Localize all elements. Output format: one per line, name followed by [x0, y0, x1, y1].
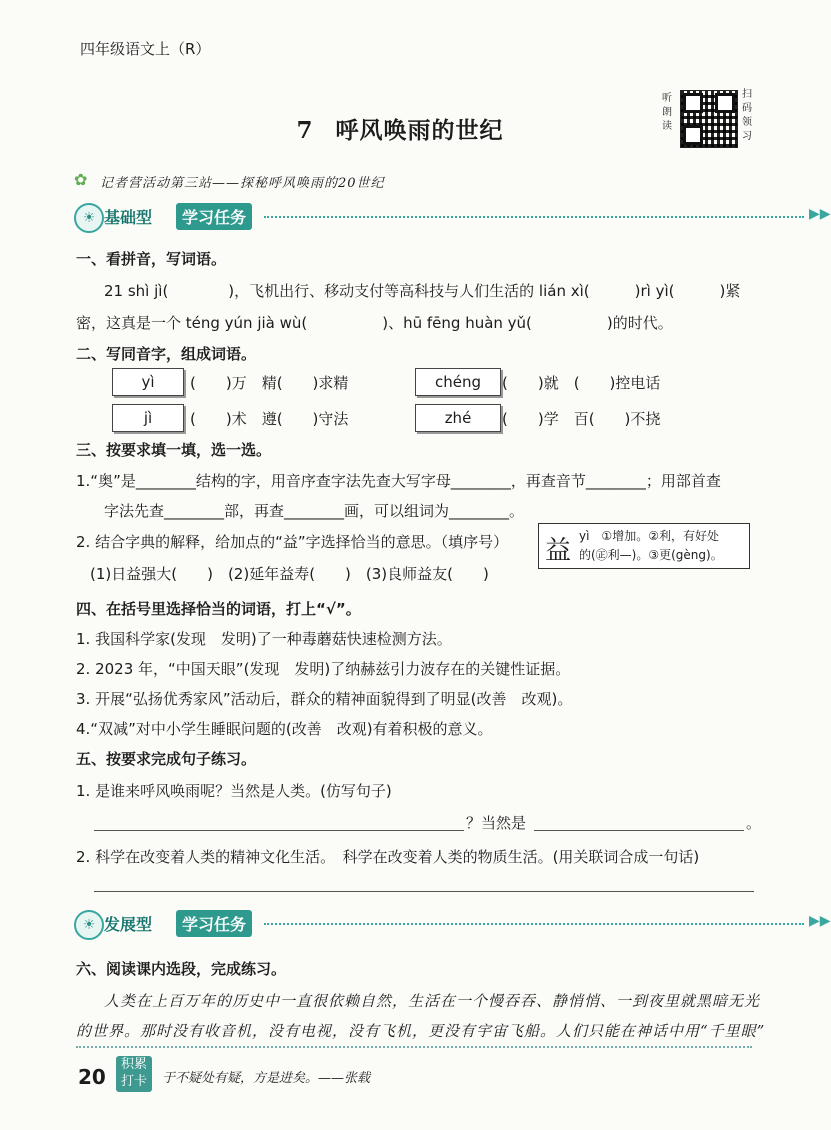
lesson-title-text: 呼风唤雨的世纪	[335, 117, 504, 144]
arrow-icon: ▶▶	[809, 913, 831, 929]
qr-code[interactable]	[680, 90, 738, 148]
stamp-top: 积累	[120, 1057, 147, 1072]
arrow-icon: ▶▶	[809, 206, 831, 222]
section-basic-label: 基础型	[104, 208, 153, 227]
q4-item: 2. 2023 年，“中国天眼”(发现 发明)了纳赫兹引力波存在的关键性证据。	[76, 660, 571, 678]
leaf-icon: ✿	[74, 170, 88, 189]
dict-line1: yì ①增加。②利，有好处	[579, 529, 719, 543]
q5-item1-end: 。	[746, 814, 762, 832]
q1-line2: 密，这真是一个 téng yún jià wù( )、hū fēng huàn yǔ( )的时代。	[76, 314, 673, 332]
dict-char: 益	[545, 536, 572, 566]
q3-item2b: (1)日益强大( ) (2)延年益寿( ) (3)良师益友( )	[90, 565, 489, 583]
pinyin-box: jì	[112, 404, 184, 432]
reading-line2: 的世界。那时没有收音机，没有电视，没有飞机，更没有宇宙飞船。人们只能在神话中用“千里眼”	[76, 1022, 766, 1040]
pinyin-box: chéng	[415, 368, 501, 396]
divider	[264, 923, 804, 925]
q4-item: 1. 我国科学家(发现 发明)了一种毒蘑菇快速检测方法。	[76, 630, 452, 648]
answer-line	[94, 830, 464, 831]
q5-item1: 1. 是谁来呼风唤雨呢？当然是人类。(仿写句子)	[76, 782, 392, 800]
section-develop-tag: 学习任务	[176, 910, 252, 937]
accumulate-stamp	[116, 1056, 152, 1092]
footer-quote: 于不疑处有疑，方是进矣。——张载	[162, 1071, 371, 1086]
section-develop-label: 发展型	[104, 915, 153, 934]
qr-right-label: 扫码领习	[742, 89, 752, 142]
q3-item1b: 字法先查________部，再查________画，可以组词为________。	[104, 502, 525, 520]
page-number: 20	[78, 1065, 106, 1089]
q2-heading: 二、写同音字，组成词语。	[76, 345, 257, 363]
stamp-bottom: 打卡	[120, 1074, 147, 1089]
section-develop-header	[74, 910, 831, 938]
q5-heading: 五、按要求完成句子练习。	[76, 750, 257, 768]
q3-item2a: 2. 结合字典的解释，给加点的“益”字选择恰当的意思。（填序号）	[76, 533, 509, 551]
lesson-number: 7	[296, 117, 314, 144]
dict-line2: 的(㊣利—)。③更(gèng)。	[579, 548, 723, 562]
reading-line1: 人类在上百万年的历史中一直很依赖自然，生活在一个慢吞吞、静悄悄、一到夜里就黑暗无光	[104, 992, 761, 1010]
footer-divider	[76, 1046, 752, 1048]
pinyin-box: yì	[112, 368, 184, 396]
q2-row2-left: ( )术 遵( )守法	[190, 410, 349, 428]
pinyin-box: zhé	[415, 404, 501, 432]
q3-heading: 三、按要求填一填，选一选。	[76, 441, 272, 459]
lightbulb-icon: ☀	[74, 910, 104, 940]
qr-left-label: 听朗读	[662, 93, 672, 132]
divider	[264, 216, 804, 218]
q2-row2-right: ( )学 百( )不挠	[502, 410, 661, 428]
book-label: 四年级语文上（R）	[80, 40, 211, 58]
section-basic-tag: 学习任务	[176, 203, 252, 230]
q2-row1-left: ( )万 精( )求精	[190, 374, 349, 392]
q6-heading: 六、阅读课内选段，完成练习。	[76, 960, 287, 978]
q4-item: 4.“双减”对中小学生睡眠问题的(改善 改观)有着积极的意义。	[76, 720, 493, 738]
section-basic-header	[74, 203, 831, 231]
q5-item2: 2. 科学在改变着人类的精神文化生活。 科学在改变着人类的物质生活。(用关联词合成一句话)	[76, 848, 700, 866]
q4-heading: 四、在括号里选择恰当的词语，打上“√”。	[76, 600, 361, 618]
q4-item: 3. 开展“弘扬优秀家风”活动后，群众的精神面貌得到了明显(改善 改观)。	[76, 690, 573, 708]
q1-heading: 一、看拼音，写词语。	[76, 250, 227, 268]
q1-line1: 21 shì jì( )，飞机出行、移动支付等高科技与人们生活的 lián xì( )rì yì( )紧	[104, 282, 741, 300]
answer-line	[94, 891, 754, 892]
activity-subtitle: 记者营活动第三站——探秘呼风唤雨的20世纪	[100, 176, 385, 191]
answer-line	[534, 830, 744, 831]
dictionary-box	[538, 523, 750, 569]
q2-row1-right: ( )就 ( )控电话	[502, 374, 661, 392]
q3-item1a: 1.“奥”是________结构的字，用音序查字法先查大写字母________，再查音节________；用部首查	[76, 472, 721, 490]
lightbulb-icon: ☀	[74, 203, 104, 233]
q5-item1-mid: ？当然是	[466, 814, 527, 832]
